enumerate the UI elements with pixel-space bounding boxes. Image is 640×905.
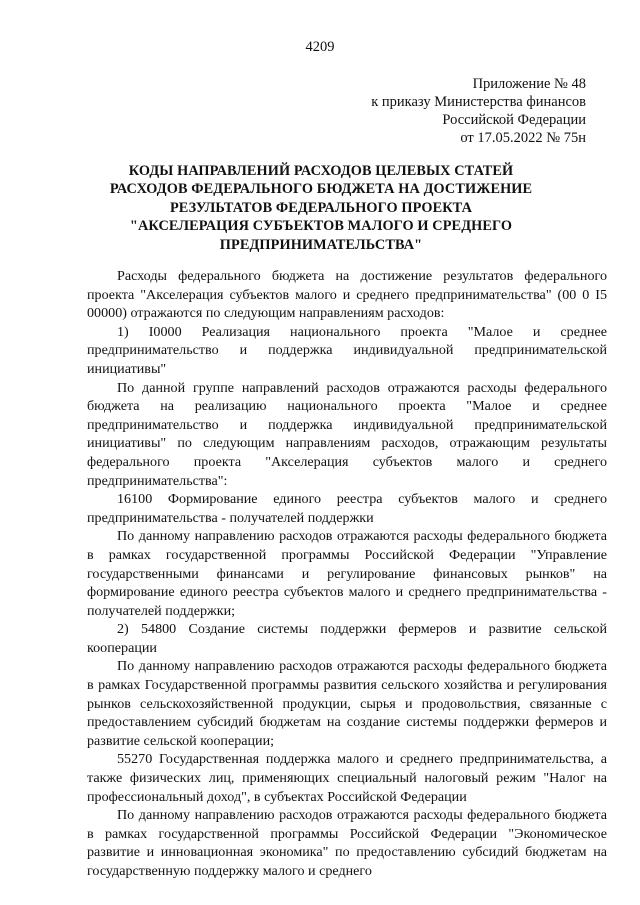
paragraph-item-2: 2) 54800 Создание системы поддержки фермеров и развитие сельской кооперации <box>87 621 607 656</box>
paragraph-code-16100-description: По данному направлению расходов отражаются расходы федерального бюджета в рамках государственной программы Российской Федерации "Управление государственными финансами и регулирование финансовых рынков" на формирование единого реестра субъектов малого и среднего предпринимательства - получателей поддержки; <box>87 528 607 619</box>
appendix-line: Приложение № 48 <box>472 76 586 92</box>
appendix-block <box>286 75 586 147</box>
paragraph-code-55270: 55270 Государственная поддержка малого и среднего предпринимательства, а также физических лиц, применяющих специальный налоговый режим "Налог на профессиональный доход", в субъектах Российской Федерации <box>87 751 607 805</box>
paragraph-item-1: 1) I0000 Реализация национального проекта "Малое и среднее предпринимательство и поддержка индивидуальной предпринимательской инициативы" <box>87 323 607 377</box>
appendix-line: от 17.05.2022 № 75н <box>460 130 586 146</box>
title-line: РАСХОДОВ ФЕДЕРАЛЬНОГО БЮДЖЕТА НА ДОСТИЖЕНИЕ <box>109 181 533 198</box>
paragraph-intro: Расходы федерального бюджета на достижение результатов федерального проекта "Акселерация субъектов малого и среднего предпринимательства" (00 0 I5 00000) отражаются по следующим направлениям расходов: <box>87 268 607 322</box>
appendix-line: к приказу Министерства финансов <box>371 94 586 110</box>
paragraph-item-1-description: По данной группе направлений расходов отражаются расходы федерального бюджета на реализацию национального проекта "Малое и среднее предпринимательство и поддержка индивидуальной предпринимательской инициативы" по следующим направлениям расходов, отражающим результаты федерального проекта "Акселерация субъектов малого и среднего предпринимательства": <box>87 379 607 489</box>
title-line: "АКСЕЛЕРАЦИЯ СУБЪЕКТОВ МАЛОГО И СРЕДНЕГО <box>129 218 513 235</box>
appendix-line: Российской Федерации <box>442 112 586 128</box>
title-line: ПРЕДПРИНИМАТЕЛЬСТВА" <box>219 236 423 253</box>
title-line: РЕЗУЛЬТАТОВ ФЕДЕРАЛЬНОГО ПРОЕКТА <box>169 199 473 216</box>
paragraph-code-16100: 16100 Формирование единого реестра субъектов малого и среднего предпринимательства - получателей поддержки <box>87 491 607 526</box>
paragraph-item-2-description: По данному направлению расходов отражаются расходы федерального бюджета в рамках Государственной программы развития сельского хозяйства и регулирования рынков сельскохозяйственной продукции, сырья и продовольствия, связанные с предоставлением субсидий бюджетам на создание системы поддержки фермеров и развитие сельской кооперации; <box>87 658 607 749</box>
document-title <box>76 162 566 254</box>
page-number: 4209 <box>305 39 335 55</box>
paragraph-code-55270-description: По данному направлению расходов отражаются расходы федерального бюджета в рамках государственной программы Российской Федерации "Экономическое развитие и инновационная экономика" по предоставлению субсидий бюджетам на государственную поддержку малого и среднего <box>87 807 607 879</box>
document-body <box>87 267 607 881</box>
title-line: КОДЫ НАПРАВЛЕНИЙ РАСХОДОВ ЦЕЛЕВЫХ СТАТЕЙ <box>128 163 514 179</box>
